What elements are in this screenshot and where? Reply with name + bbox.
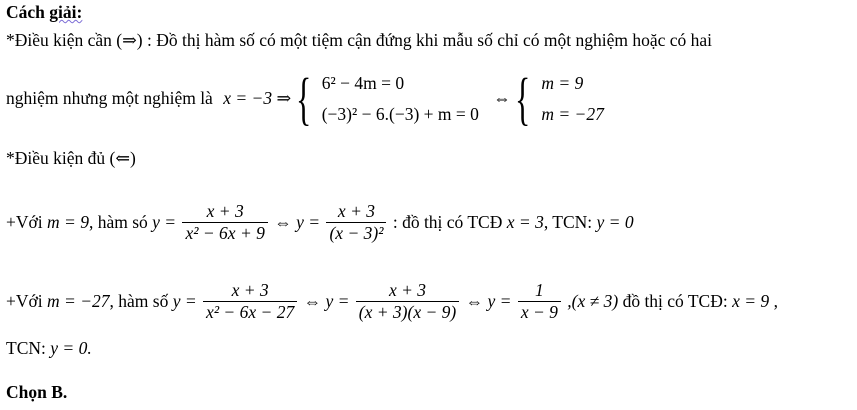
x-equals-minus-3: x = −3 ⇒ — [223, 87, 292, 108]
heading-word-giai: giải: — [49, 2, 83, 22]
case2-fraction-3: $\frac{1}{x - 9}$ — [518, 282, 561, 321]
system-1-row-1: 6² − 4m = 0 — [321, 73, 405, 93]
system-1 — [322, 68, 479, 129]
system-1-row-2: (−3)² − 6.(−3) + m = 0 — [321, 103, 479, 124]
case1-m-value: m = 9 — [47, 211, 89, 232]
line2-text: nghiệm nhưng một nghiệm là — [6, 87, 213, 108]
solution-heading: Cách giải: — [6, 2, 83, 22]
left-brace-1: { — [295, 65, 311, 131]
case1-fraction-2: $\frac{x + 3}{\text{(x − 3)²}}$ — [326, 203, 386, 242]
equiv-symbol: ⇔ — [493, 87, 511, 108]
case1-tcn: y = 0 — [596, 211, 634, 232]
case2-fraction-2: $\frac{x + 3}{(x + 3)(x - 9)}$ — [356, 282, 459, 321]
case-m-minus-27-line: +Với m = −27, hàm số y = $\frac{x + 3}{\text{x² − 6x − 27}}$ ⇔ y = $\frac{x + 3}{(x + 3)(x - 9)}$ ⇔ y = $\frac{1}{x - 9}$ ,(x ≠ 3) đồ thị có TCĐ: x = 9 , — [6, 280, 778, 322]
case2-fraction-1: $\frac{x + 3}{\text{x² − 6x − 27}}$ — [203, 282, 297, 321]
case1-tcd: x = 3 — [506, 211, 544, 232]
tcn-line: TCN: y = 0. — [6, 338, 92, 358]
system-2-row-1: m = 9 — [541, 73, 584, 93]
system-2 — [541, 68, 604, 129]
case-m-9-line: +Với m = 9, hàm só y = $\frac{x + 3}{\text{x² − 6x + 9}}$ ⇔ y = $\frac{x + 3}{\text{(x − 3)²}}$ : đồ thị có TCĐ x = 3, TCN: y = 0 — [6, 201, 634, 243]
condition-system-line — [6, 65, 604, 131]
answer-choice: Chọn B. — [6, 382, 68, 402]
necessary-condition-line: *Điều kiện cần (⇒) : Đồ thị hàm số có một tiệm cận đứng khi mẫu số chỉ có một nghiệm hoặc có hai — [6, 30, 712, 50]
case2-tcd: x = 9 — [732, 290, 770, 311]
case2-m-value: m = −27 — [47, 290, 110, 311]
sufficient-condition-line: *Điều kiện đủ (⇐) — [6, 148, 136, 168]
tcn-value: y = 0. — [50, 338, 92, 358]
case1-fraction-1: $\frac{x + 3}{\text{x² − 6x + 9}}$ — [182, 203, 267, 242]
left-brace-2: { — [515, 65, 531, 131]
system-2-row-2: m = −27 — [541, 103, 604, 124]
